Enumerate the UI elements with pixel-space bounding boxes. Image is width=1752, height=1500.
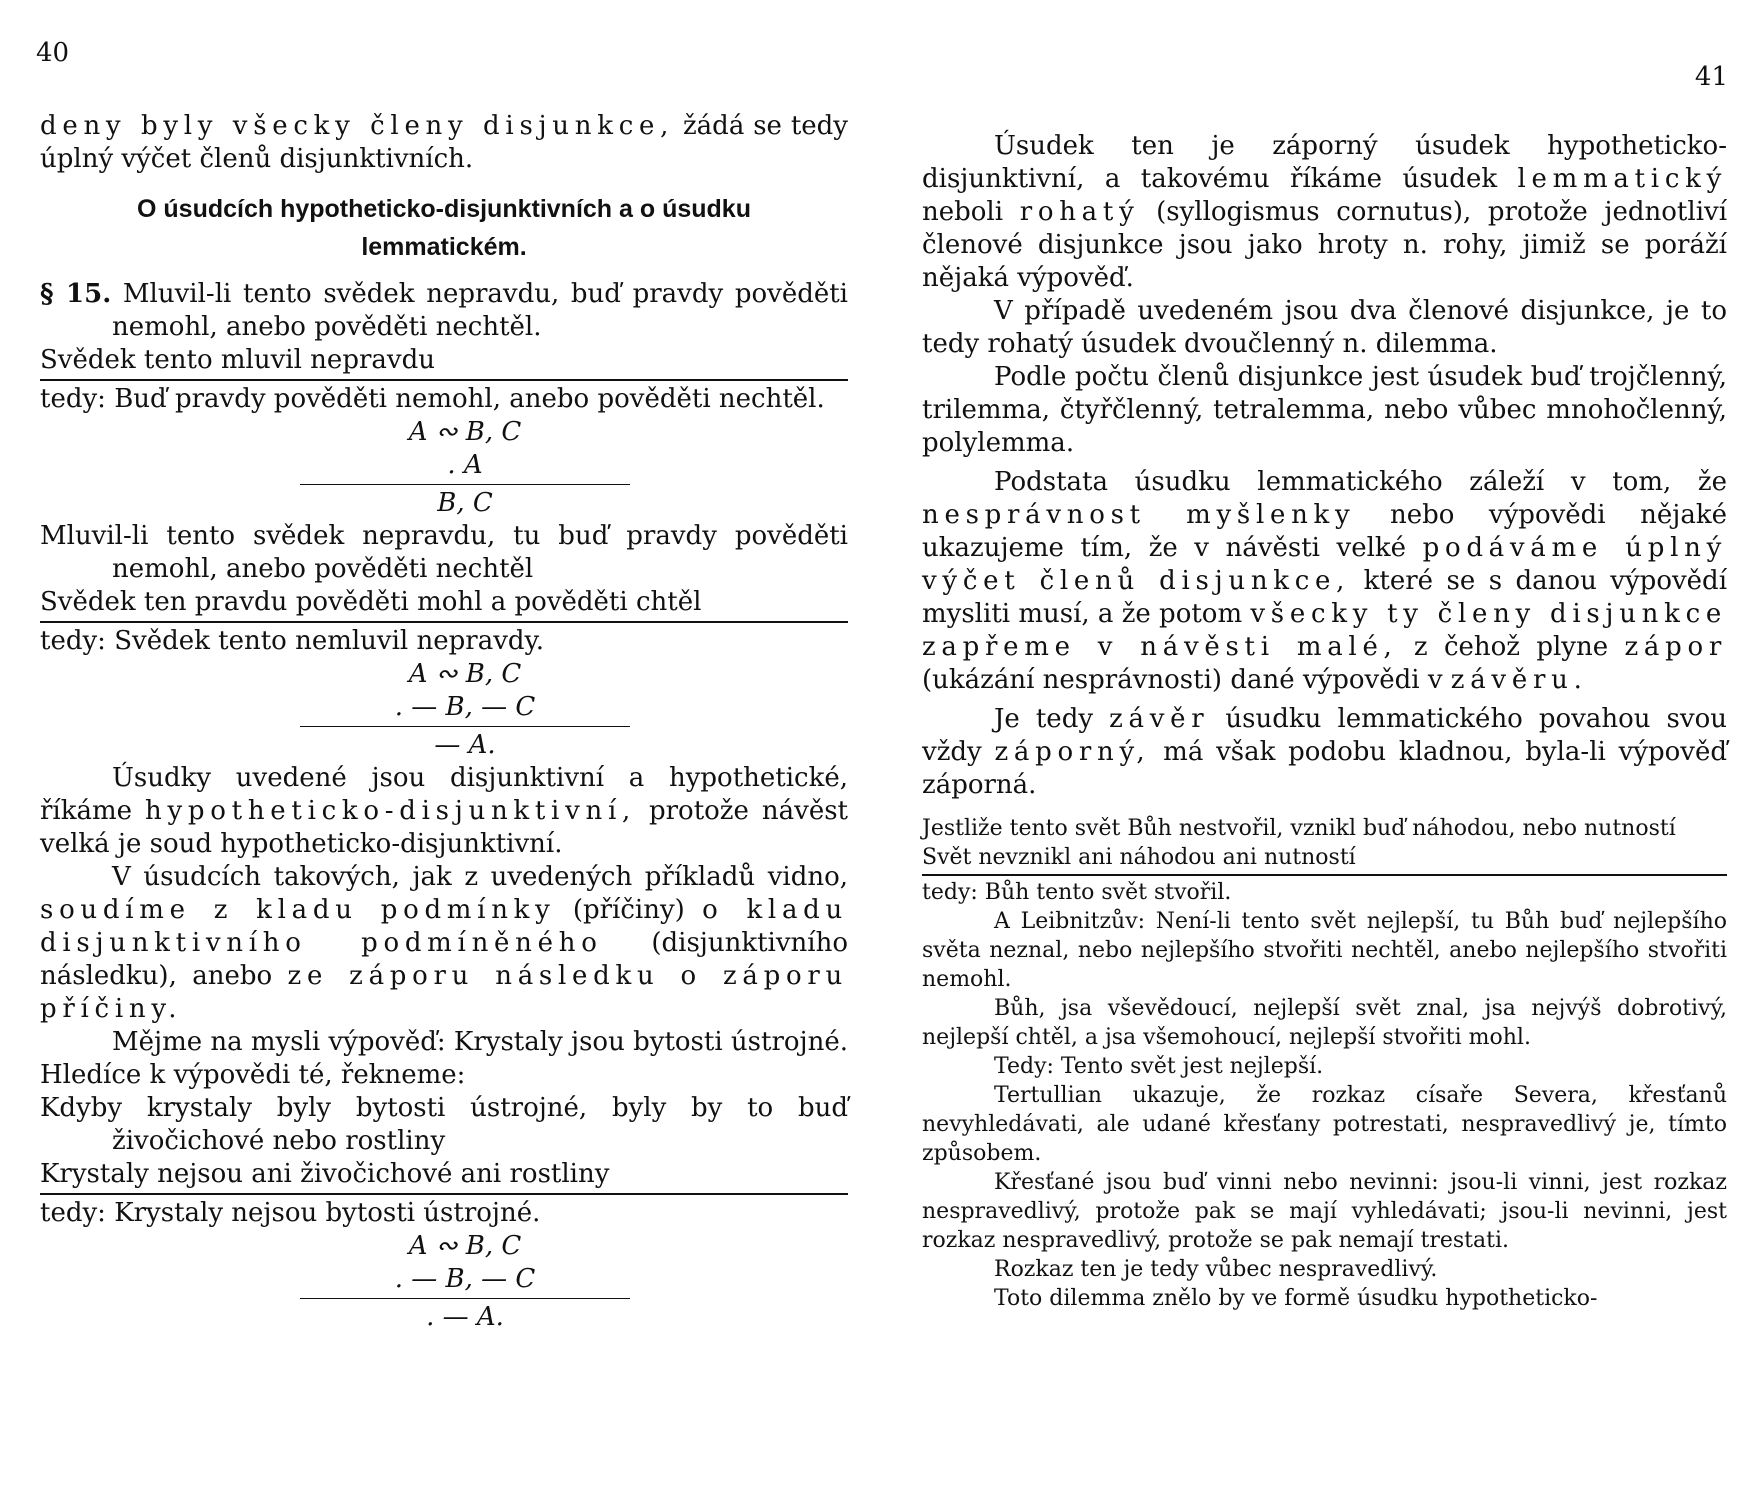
god-example-major: Jestliže tento svět Bůh nestvořil, vznikl buď náhodou, nebo nutností — [922, 816, 1676, 841]
example2-major-premise: Mluvil-li tento svědek nepravdu, tu buď pravdy pověděti nemohl, anebo pověděti nechtěl — [40, 521, 848, 584]
paragraph-lemmatic: Úsudek ten je záporný úsudek hypotheticko-disjunktivní, a takovému říkáme úsudek lemmatický neboli rohatý (syllogismus cornutus), protože jednotliví členové disjunkce jsou jako hroty n. rohy, jimiž se poráží nějaká výpověď. — [922, 131, 1728, 293]
section-heading: O úsudcích hypotheticko-disjunktivních a o úsudku lemmatickém. — [137, 195, 751, 261]
dilemma-form: Toto dilemma znělo by ve formě úsudku hypotheticko- — [994, 1286, 1598, 1311]
page-number-right: 41 — [1694, 62, 1728, 92]
example1-major-premise: § 15. Mluvil-li tento svědek nepravdu, buď pravdy pověděti nemohl, anebo pověděti nechtěl. — [40, 279, 848, 342]
tertullian-example: Tertullian ukazuje, že rozkaz císaře Severa, křesťanů nevyhledávati, ale udané křesťany potrestati, nespravedlivý je, tímto způsobem. — [922, 1083, 1727, 1166]
example3-conclusion: tedy: Krystaly nejsou bytosti ústrojné. — [40, 1198, 541, 1228]
example1-conclusion: tedy: Buď pravdy pověděti nemohl, anebo pověděti nechtěl. — [40, 384, 825, 414]
example2-conclusion: tedy: Svědek tento nemluvil nepravdy. — [40, 626, 545, 656]
right-column — [922, 130, 1727, 1313]
leibniz-example: A Leibnitzův: Není-li tento svět nejlepší, tu Bůh buď nejlepšího světa neznal, nebo nejlepšího stvořiti nechtěl, anebo nejlepšího stvořiti nemohl. — [922, 909, 1727, 992]
god-example-conclusion: tedy: Bůh tento svět stvořil. — [922, 880, 1232, 905]
top-paragraph: deny byly všecky členy disjunkce, žádá se tedy úplný výčet členů disjunktivních. — [40, 111, 848, 174]
formula-3: A ∾ B, C . — B, — C . — A. — [300, 1230, 630, 1334]
paragraph-crystals: Mějme na mysli výpověď: Krystaly jsou bytosti ústrojné. Hledíce k výpovědi té, řekneme: — [40, 1027, 848, 1090]
small-print-examples — [922, 814, 1727, 1313]
left-column — [40, 110, 848, 1334]
decree-conclusion: Rozkaz ten je tedy vůbec nespravedlivý. — [994, 1257, 1438, 1282]
page-number-left: 40 — [36, 38, 70, 68]
right-page — [876, 0, 1752, 1500]
paragraph-polylemma: Podle počtu členů disjunkce jest úsudek buď trojčlenný, trilemma, čtyřčlenný, tetralemma, nebo vůbec mnohočlenný, polylemma. — [922, 362, 1727, 458]
god-example-minor: Svět nevznikl ani náhodou ani nutností — [922, 845, 1356, 870]
syllogism-rule — [40, 379, 848, 381]
syllogism-rule — [922, 874, 1727, 876]
example1-minor-premise: Svědek tento mluvil nepravdu — [40, 345, 435, 375]
formula-2: A ∾ B, C . — B, — C — A. — [300, 658, 630, 762]
paragraph-dilemma: V případě uvedeném jsou dva členové disjunkce, je to tedy rohatý úsudek dvoučlenný n. dilemma. — [922, 296, 1727, 359]
leibniz-conclusion: Tedy: Tento svět jest nejlepší. — [994, 1054, 1324, 1079]
syllogism-rule — [40, 1193, 848, 1195]
syllogism-rule — [40, 621, 848, 623]
example3-major-premise: Kdyby krystaly byly bytosti ústrojné, byly by to buď živočichové nebo rostliny — [40, 1093, 848, 1156]
example2-minor-premise: Svědek ten pravdu pověděti mohl a pověděti chtěl — [40, 587, 702, 617]
paragraph-hypothetico-disjunctive: Úsudky uvedené jsou disjunktivní a hypothetické, říkáme hypotheticko-disjunktivní, protože návěst velká je soud hypotheticko-disjunktivní. — [40, 763, 848, 859]
leibniz-minor: Bůh, jsa vševědoucí, nejlepší svět znal, jsa nejvýš dobrotivý, nejlepší chtěl, a jsa všemohoucí, nejlepší stvořiti mohl. — [922, 996, 1727, 1050]
christians-dilemma: Křesťané jsou buď vinni nebo nevinni: jsou-li vinni, jest rozkaz nespravedlivý, protože pak se mají vyhledávati; jsou-li nevinni, jest rozkaz nespravedlivý, protože se pak nemají trestati. — [922, 1170, 1727, 1253]
formula-1: A ∾ B, C . A B, C — [300, 416, 630, 520]
paragraph-essence: Podstata úsudku lemmatického záleží v tom, že nesprávnost myšlenky nebo výpovědi nějaké ukazujeme tím, že v návěsti velké podáváme úplný výčet členů disjunkce, které se s danou výpovědí mysliti musí, a že potom všecky ty členy disjunkce zapřeme v návěsti malé, z čehož plyne zápor (ukázání nesprávnosti) dané výpovědi v závěru. — [922, 467, 1728, 695]
paragraph-conclusion-negative: Je tedy závěr úsudku lemmatického povahou svou vždy záporný, má však podobu kladnou, byla-li výpověď záporná. — [922, 704, 1728, 800]
example3-minor-premise: Krystaly nejsou ani živočichové ani rostliny — [40, 1159, 610, 1189]
paragraph-inference-rule: V úsudcích takových, jak z uvedených příkladů vidno, soudíme z kladu podmínky (příčiny) o kladu disjunktivního podmíněného (disjunktivního následku), anebo ze záporu následku o záporu příčiny. — [40, 862, 849, 1024]
